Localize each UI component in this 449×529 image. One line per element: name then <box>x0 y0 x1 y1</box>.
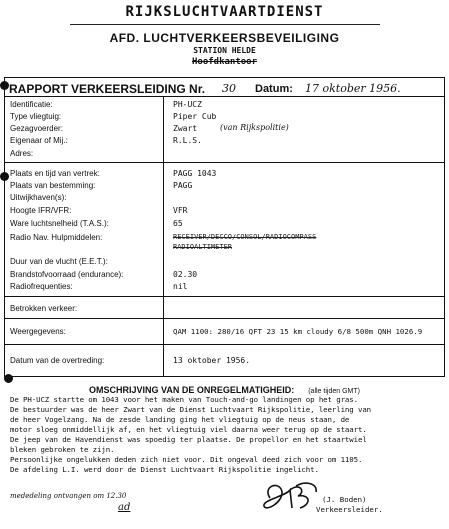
label-radiofrequenties: Radiofrequenties: <box>10 282 73 291</box>
report-date: 17 oktober 1956. <box>305 82 401 95</box>
rule <box>4 344 445 345</box>
value-type: Piper Cub <box>173 112 217 121</box>
value-brandstof: 02.30 <box>173 270 198 279</box>
value-overtreding: 13 oktober 1956. <box>173 356 251 365</box>
rule <box>4 318 445 319</box>
label-type: Type vliegtuig: <box>10 112 62 121</box>
description-line: De jeep van de Havendienst was spoedig ter plaatse. De propellor en het staartwiel <box>10 435 367 444</box>
label-hoogte: Hoogte IFR/VFR: <box>10 206 72 215</box>
value-radio-line2: RADIOALTIMETER <box>173 243 233 251</box>
label-betrokken: Betrokken verkeer: <box>10 304 78 313</box>
station-name: STATION HELDE <box>193 46 256 55</box>
value-radiofrequenties: nil <box>173 282 188 291</box>
value-tas: 65 <box>173 219 183 228</box>
signature-role: Verkeersleider. <box>316 505 383 514</box>
report-number: 30 <box>222 82 236 95</box>
description-line: De afdeling L.I. werd door de Dienst Luchtvaart Rijkspolitie ingelicht. <box>10 465 319 474</box>
label-adres: Adres: <box>10 149 34 158</box>
section-heading: OMSCHRIJVING VAN DE ONREGELMATIGHEID: (alle tijden GMT) <box>89 385 360 395</box>
punch-hole <box>0 81 9 90</box>
handwritten-initials: ad <box>118 502 131 513</box>
description-line: Persoonlijke ongelukken deden zich niet voor. Dit ongeval deed zich voor om 1105. <box>10 455 363 464</box>
label-tas: Ware luchtsnelheid (T.A.S.): <box>10 219 109 228</box>
value-gezagvoerder: Zwart <box>173 124 198 133</box>
label-radio: Radio Nav. Hulpmiddelen: <box>10 233 103 242</box>
label-duur: Duur van de vlucht (E.E.T.): <box>10 257 108 266</box>
label-brandstof: Brandstofvoorraad (endurance): <box>10 270 124 279</box>
struck-out-text: Hoofdkantoor <box>191 57 258 67</box>
value-hoogte: VFR <box>173 206 188 215</box>
label-eigenaar: Eigenaar of Mij.: <box>10 136 68 145</box>
value-identificatie: PH-UCZ <box>173 100 202 109</box>
value-vertrek: PAGG 1043 <box>173 169 217 178</box>
column-divider <box>163 96 164 377</box>
description-line: De PH-UCZ startte om 1043 voor het maken van Touch-and-go landingen op het gras. <box>10 395 358 404</box>
value-weergegevens: QAM 1100: 280/16 QFT 23 15 km cloudy 6/8 500m QNH 1026.9 <box>173 327 423 336</box>
label-overtreding: Datum van de overtreding: <box>10 356 105 365</box>
handwritten-note-gezagvoerder: (van Rijkspolitie) <box>220 123 289 132</box>
description-line: de heer Vogelzang. Na de zesde landing ging het vliegtuig op de neus staan, de <box>10 415 350 424</box>
header-rule <box>70 24 380 25</box>
report-title: RAPPORT VERKEERSLEIDING Nr. <box>9 82 206 96</box>
label-uitwijkhaven: Uitwijkhaven(s): <box>10 193 67 202</box>
organization-title: RIJKSLUCHTVAARTDIENST <box>125 4 324 20</box>
value-bestemming: PAGG <box>173 181 193 190</box>
division-title: AFD. LUCHTVERKEERSBEVEILIGING <box>109 31 340 45</box>
label-gezagvoerder: Gezagvoerder: <box>10 124 63 133</box>
date-label: Datum: <box>255 83 293 95</box>
value-eigenaar: R.L.S. <box>173 136 202 145</box>
handwritten-received-note: mededeling ontvangen om 12.30 <box>10 492 127 500</box>
rule <box>4 162 445 163</box>
rule <box>4 96 445 97</box>
description-line: motor sloeg onmiddellijk af, en het vliegtuig viel daarna weer terug op de staart. <box>10 425 367 434</box>
label-vertrek: Plaats en tijd van vertrek: <box>10 169 100 178</box>
value-radio-line1: RECEIVER/DECCO/CONSOL/RADIOCOMPASS <box>173 233 317 241</box>
description-line: De bestuurder was de heer Zwart van de Dienst Luchtvaart Rijkspolitie, leerling van <box>10 405 372 414</box>
label-identificatie: Identificatie: <box>10 100 53 109</box>
description-line: bleken gebroken te zijn. <box>10 445 115 454</box>
punch-hole <box>0 172 9 181</box>
signature-name: (J. Boden) <box>322 495 367 504</box>
rule <box>4 296 445 297</box>
label-weergegevens: Weergegevens: <box>10 327 66 336</box>
label-bestemming: Plaats van bestemming: <box>10 181 96 190</box>
